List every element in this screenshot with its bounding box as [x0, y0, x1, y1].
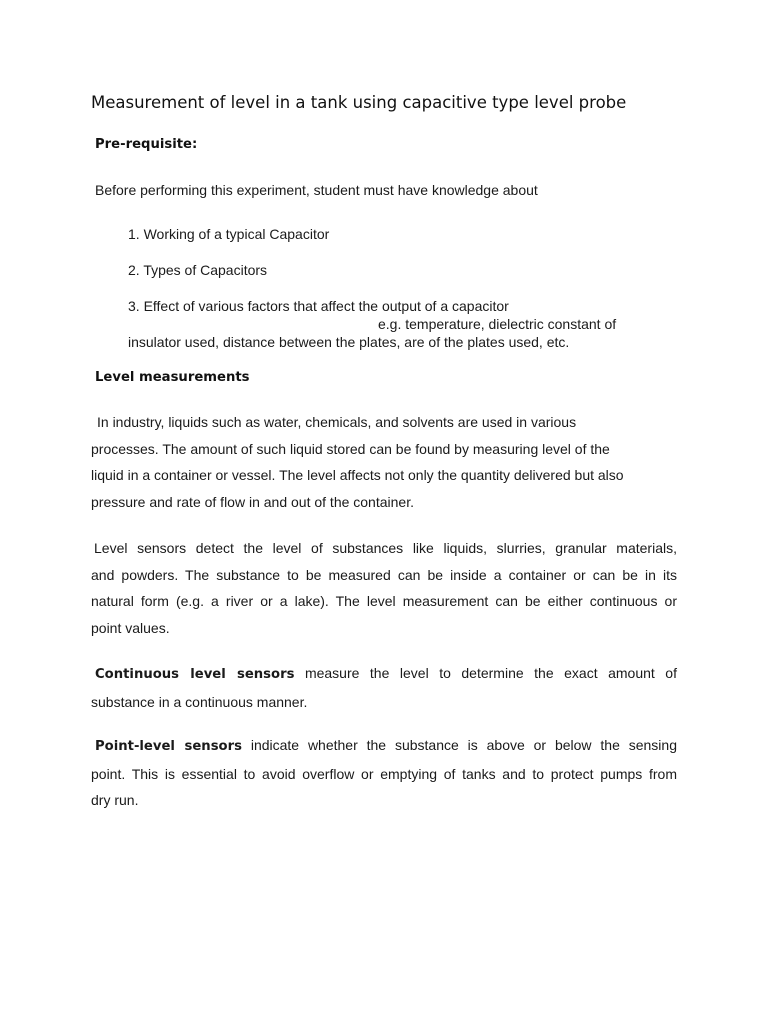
prereq-item-2: 2. Types of Capacitors — [128, 262, 268, 278]
paragraph-line: dry run. — [91, 792, 139, 809]
paragraph-line: liquid in a container or vessel. The level affects not only the quantity delivered but also — [91, 467, 624, 484]
prereq-item-1: 1. Working of a typical Capacitor — [128, 226, 330, 242]
paragraph-line: Level sensors detect the level of substances like liquids, slurries, granular materials, — [94, 540, 677, 556]
document-title: Measurement of level in a tank using capacitive type level probe — [91, 93, 627, 112]
paragraph-industry — [91, 409, 677, 516]
continuous-sensors-term: Continuous level sensors — [95, 667, 295, 682]
prereq-item-3: 3. Effect of various factors that affect the output of a capacitor — [128, 298, 509, 314]
paragraph-continuous-sensors — [91, 660, 677, 715]
level-measurements-heading: Level measurements — [95, 370, 250, 385]
paragraph-line: point. This is essential to avoid overflow or emptying of tanks and to protect pumps from — [91, 765, 677, 782]
paragraph-line: In industry, liquids such as water, chemicals, and solvents are used in various — [97, 414, 577, 430]
paragraph-line: processes. The amount of such liquid stored can be found by measuring level of the — [91, 440, 610, 457]
paragraph-line — [91, 660, 677, 689]
prereq-item-3-continuation-1: e.g. temperature, dielectric constant of — [378, 316, 617, 332]
prereq-intro: Before performing this experiment, student must have knowledge about — [95, 182, 538, 198]
paragraph-line: pressure and rate of flow in and out of the container. — [91, 494, 414, 511]
paragraph-line: natural form (e.g. a river or a lake). The level measurement can be either continuous or — [91, 593, 677, 610]
paragraph-level-sensors — [91, 535, 677, 642]
prereq-item-3-continuation-2: insulator used, distance between the plates, are of the plates used, etc. — [128, 334, 570, 350]
point-level-sensors-term: Point-level sensors — [95, 739, 242, 754]
continuous-sensors-text: measure the level to determine the exact amount of — [304, 665, 677, 681]
paragraph-line: and powders. The substance to be measured can be inside a container or can be in its — [91, 566, 677, 583]
prereq-heading: Pre-requisite: — [95, 137, 198, 152]
paragraph-line: substance in a continuous manner. — [91, 693, 308, 710]
paragraph-line: point values. — [91, 620, 170, 637]
paragraph-point-level-sensors — [91, 732, 677, 814]
point-level-sensors-text: indicate whether the substance is above or below the sensing — [250, 737, 677, 753]
paragraph-line — [91, 732, 677, 761]
